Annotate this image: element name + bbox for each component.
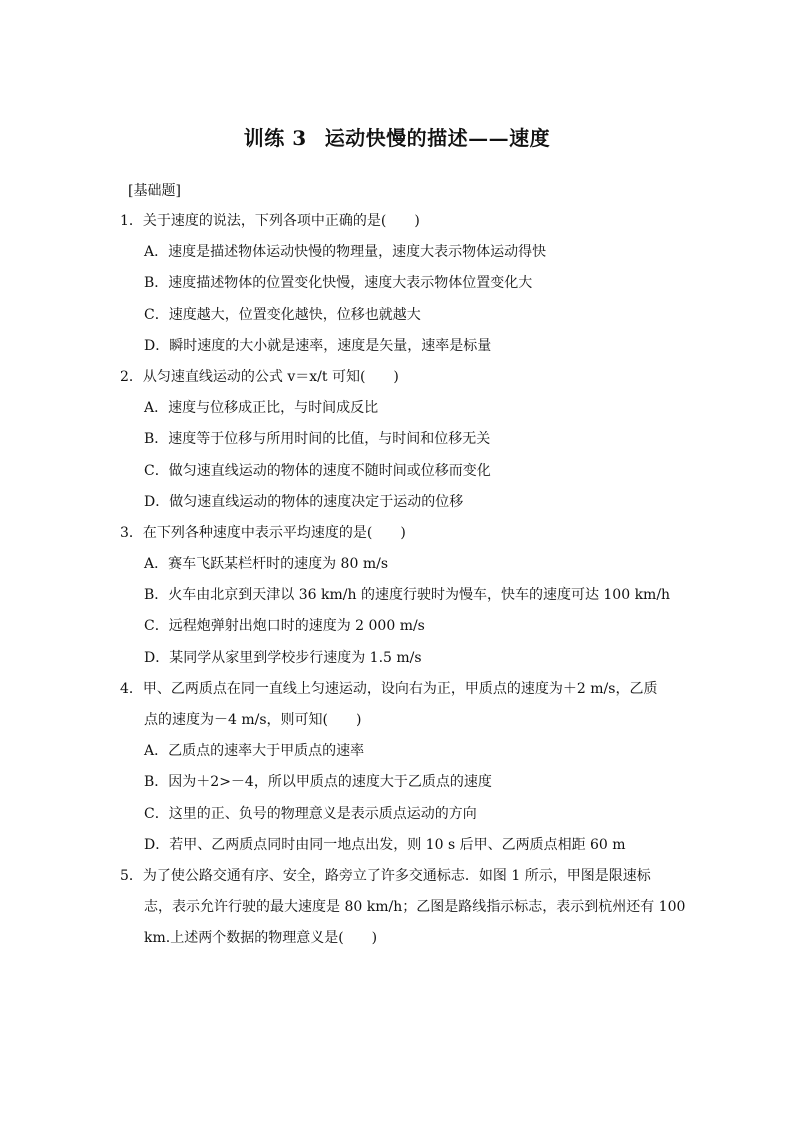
option-c: C．这里的正、负号的物理意义是表示质点运动的方向 [144, 805, 477, 822]
option-c: C．做匀速直线运动的物体的速度不随时间或位移而变化 [144, 462, 491, 479]
section-label: [基础题] [128, 183, 181, 199]
option-a: A．乙质点的速率大于甲质点的速率 [144, 743, 365, 760]
question-stem: 4．甲、乙两质点在同一直线上匀速运动，设向右为正，甲质点的速度为＋2 m/s，乙质 [120, 680, 658, 697]
option-c: C．远程炮弹射出炮口时的速度为 2 000 m/s [144, 618, 425, 635]
question-stem: 1．关于速度的说法，下列各项中正确的是( ) [120, 213, 420, 229]
question-stem-continued: km.上述两个数据的物理意义是( ) [144, 930, 378, 947]
option-a: A．速度是描述物体运动快慢的物理量，速度大表示物体运动得快 [144, 244, 547, 261]
question-stem-continued: 点的速度为－4 m/s，则可知( ) [144, 712, 362, 728]
title-text: 运动快慢的描述——速度 [324, 126, 551, 150]
option-a: A．赛车飞跃某栏杆时的速度为 80 m/s [144, 556, 389, 573]
question-5 [120, 861, 686, 955]
question-3 [120, 518, 680, 674]
question-stem: 2．从匀速直线运动的公式 v＝x/t 可知( ) [120, 368, 399, 385]
option-c: C．速度越大，位置变化越快，位移也就越大 [144, 306, 421, 323]
option-d: D．某同学从家里到学校步行速度为 1.5 m/s [144, 649, 422, 666]
question-1 [120, 206, 680, 362]
option-d: D．做匀速直线运动的物体的速度决定于运动的位移 [144, 493, 464, 510]
page-title [0, 122, 794, 151]
option-b: B．火车由北京到天津以 36 km/h 的速度行驶时为慢车，快车的速度可达 100 km/h [144, 587, 671, 604]
option-b: B．因为＋2>－4，所以甲质点的速度大于乙质点的速度 [144, 774, 492, 791]
question-stem: 5．为了使公路交通有序、安全，路旁立了许多交通标志．如图 1 所示，甲图是限速标 [120, 867, 651, 884]
question-2 [120, 362, 680, 518]
question-list [120, 206, 686, 955]
option-b: B．速度描述物体的位置变化快慢，速度大表示物体位置变化大 [144, 275, 533, 292]
question-4 [120, 674, 680, 861]
title-number: 训练 3 [243, 126, 307, 150]
question-stem-continued: 志，表示允许行驶的最大速度是 80 km/h；乙图是路线指示标志，表示到杭州还有 100 [144, 899, 686, 916]
option-a: A．速度与位移成正比，与时间成反比 [144, 400, 379, 417]
option-d: D．瞬时速度的大小就是速率，速度是矢量，速率是标量 [144, 337, 492, 354]
question-stem: 3．在下列各种速度中表示平均速度的是( ) [120, 524, 406, 541]
option-d: D．若甲、乙两质点同时由同一地点出发，则 10 s 后甲、乙两质点相距 60 m [144, 836, 626, 853]
option-b: B．速度等于位移与所用时间的比值，与时间和位移无关 [144, 431, 491, 448]
